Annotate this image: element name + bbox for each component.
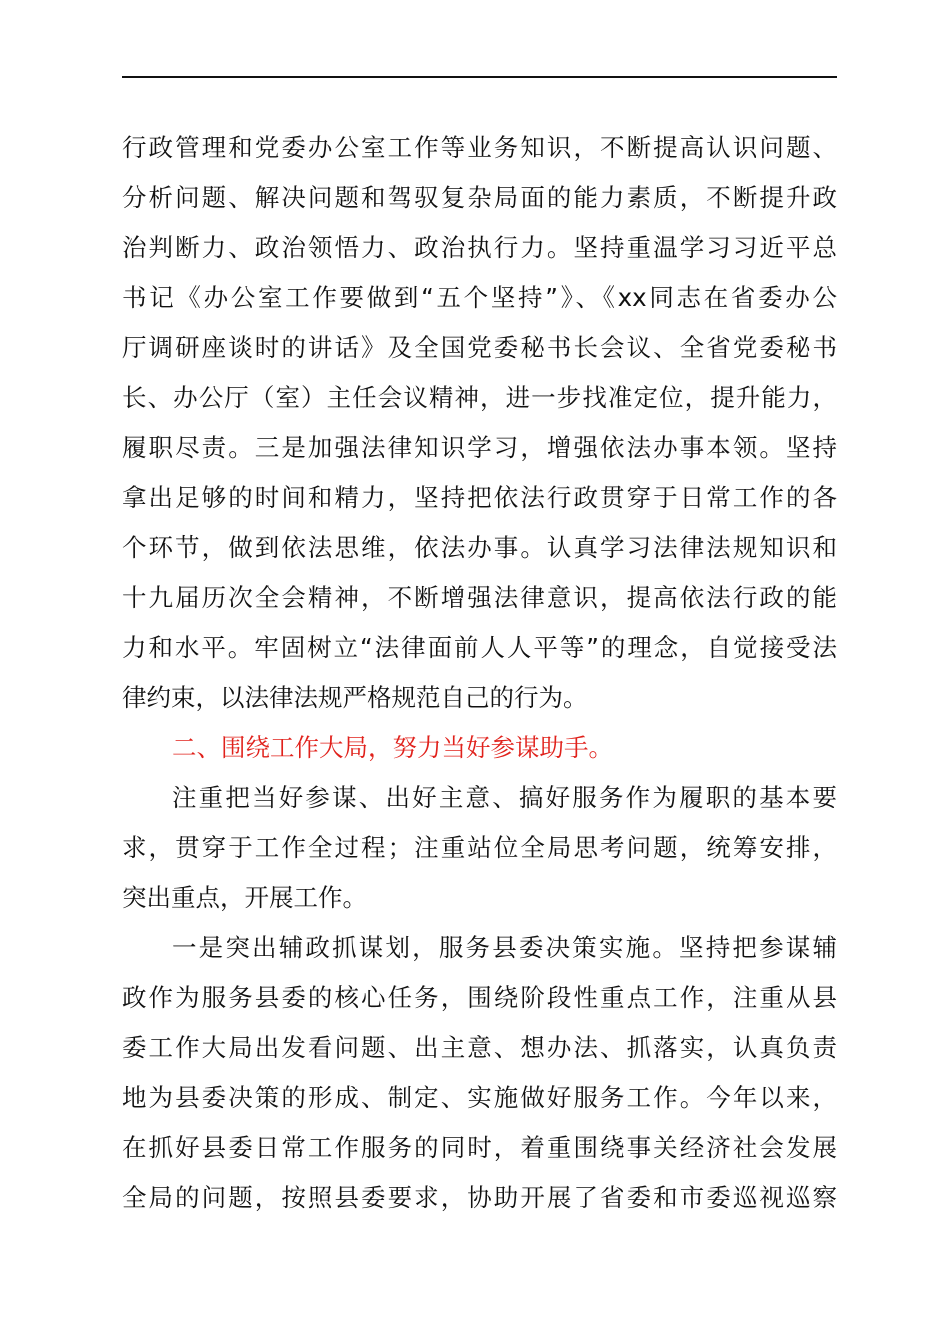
- body-line: 书记《办公室工作要做到“五个坚持”》、《xx同志在省委办公: [122, 283, 837, 312]
- section-heading: 二、围绕工作大局，努力当好参谋助手。: [172, 733, 613, 762]
- body-line: 厅调研座谈时的讲话》及全国党委秘书长会议、全省党委秘书: [122, 333, 837, 362]
- point-one-line: 地为县委决策的形成、制定、实施做好服务工作。今年以来，: [122, 1083, 837, 1112]
- body-line: 行政管理和党委办公室工作等业务知识，不断提高认识问题、: [122, 133, 837, 162]
- body-line: 个环节，做到依法思维，依法办事。认真学习法律法规知识和: [122, 533, 837, 562]
- point-one-line: 政作为服务县委的核心任务，围绕阶段性重点工作，注重从县: [122, 983, 837, 1012]
- point-one-line: 委工作大局出发看问题、出主意、想办法、抓落实，认真负责: [122, 1033, 837, 1062]
- intro-line-last: 突出重点，开展工作。: [122, 883, 367, 912]
- body-line: 履职尽责。三是加强法律知识学习，增强依法办事本领。坚持: [122, 433, 837, 462]
- body-line: 拿出足够的时间和精力，坚持把依法行政贯穿于日常工作的各: [122, 483, 837, 512]
- body-line: 分析问题、解决问题和驾驭复杂局面的能力素质，不断提升政: [122, 183, 837, 212]
- body-line: 治判断力、政治领悟力、政治执行力。坚持重温学习习近平总: [122, 233, 837, 262]
- body-line: 长、办公厅（室）主任会议精神，进一步找准定位，提升能力，: [122, 383, 837, 412]
- point-one-line: 全局的问题，按照县委要求，协助开展了省委和市委巡视巡察: [122, 1183, 837, 1212]
- body-line: 十九届历次全会精神，不断增强法律意识，提高依法行政的能: [122, 583, 837, 612]
- point-one-line: 一是突出辅政抓谋划，服务县委决策实施。坚持把参谋辅: [172, 933, 837, 962]
- body-line: 力和水平。牢固树立“法律面前人人平等”的理念，自觉接受法: [122, 633, 837, 662]
- body-line-last: 律约束，以法律法规严格规范自己的行为。: [122, 683, 588, 712]
- intro-line: 注重把当好参谋、出好主意、搞好服务作为履职的基本要: [172, 783, 837, 812]
- header-rule: [122, 76, 837, 78]
- document-body: [122, 123, 837, 1223]
- intro-line: 求，贯穿于工作全过程；注重站位全局思考问题，统筹安排，: [122, 833, 837, 862]
- point-one-line: 在抓好县委日常工作服务的同时，着重围绕事关经济社会发展: [122, 1133, 837, 1162]
